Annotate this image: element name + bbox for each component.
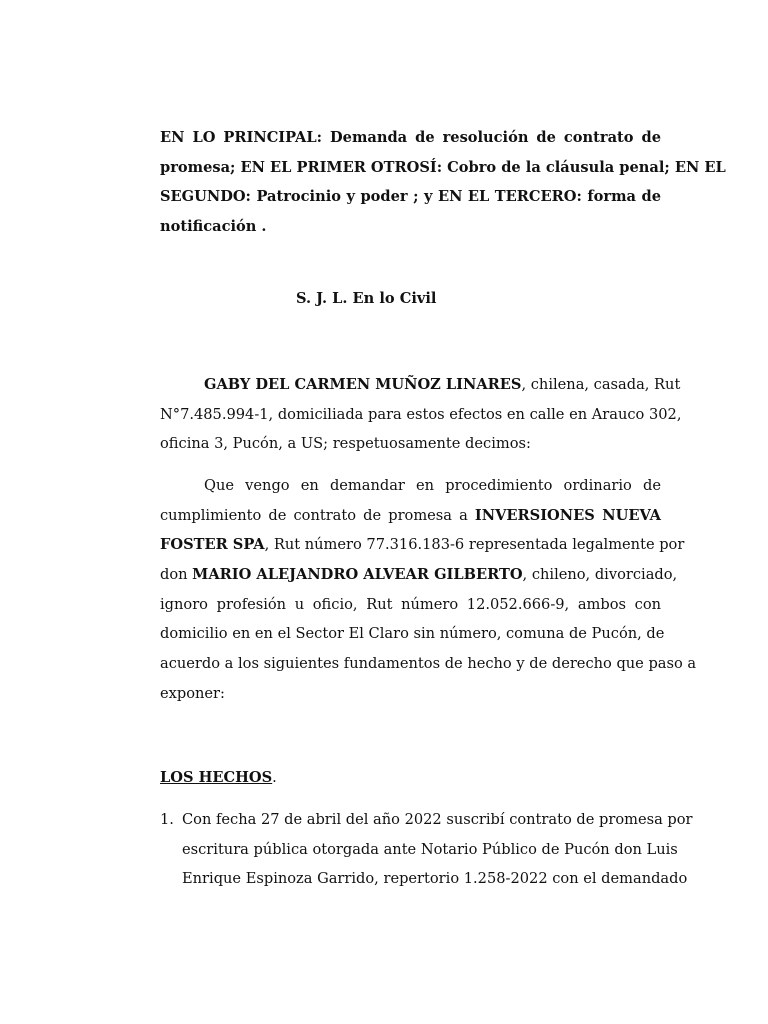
demand-text: don [160,566,193,584]
demand-line [160,501,661,531]
list-item-line: Enrique Espinoza Garrido, repertorio 1.258-2022 con el demandado [182,870,688,888]
demand-line: Que vengo en demandar en procedimiento ordinario de [204,477,661,494]
intro-line [160,370,681,400]
list-item [160,805,693,894]
demand-text: , chileno, divorciado, [522,566,678,584]
intro-paragraph [160,370,682,459]
principal-line: promesa; EN EL PRIMER OTROSÍ: Cobro de la cláusula penal; EN EL [160,158,726,176]
plaintiff-name: GABY DEL CARMEN MUÑOZ LINARES [204,376,522,393]
intro-line1-rest: , chilena, casada, Rut [521,376,681,393]
demand-paragraph [160,471,697,709]
demand-line: domicilio en en el Sector El Claro sin número, comuna de Pucón, de [160,625,665,643]
section-heading-text: LOS HECHOS [160,769,273,786]
intro-line: N°7.485.994-1, domiciliada para estos efectos en calle en Arauco 302, [160,405,682,423]
demand-text: cumplimiento de contrato de promesa a [160,506,475,524]
principal-line: SEGUNDO: Patrocinio y poder ; y EN EL TERCERO: forma de [160,188,661,206]
section-heading-punct: . [272,769,277,786]
list-item-number: 1. [160,811,174,828]
list-item-text [182,805,693,894]
demand-line: acuerdo a los siguientes fundamentos de hecho y de derecho que paso a [160,655,697,673]
demand-text: , Rut número 77.316.183-6 representada legalmente por [264,536,685,554]
section-heading-hechos [160,763,277,793]
principal-line: notificación . [160,218,267,236]
court-heading: S. J. L. En lo Civil [296,290,437,307]
demand-line [160,530,685,560]
intro-line: oficina 3, Pucón, a US; respetuosamente decimos: [160,435,531,453]
demand-line: exponer: [160,684,225,702]
principal-summary [160,123,726,242]
defendant-company: INVERSIONES NUEVA [474,506,661,524]
demand-line [160,560,678,590]
list-item-line: escritura pública otorgada ante Notario Público de Pucón don Luis [182,840,678,858]
representative-name: MARIO ALEJANDRO ALVEAR GILBERTO [192,566,523,584]
demand-line: ignoro profesión u oficio, Rut número 12.052.666-9, ambos con [160,595,661,613]
principal-line: EN LO PRINCIPAL: Demanda de resolución de contrato de [160,129,661,146]
defendant-company-suffix: FOSTER SPA [160,536,265,554]
list-item-line: Con fecha 27 de abril del año 2022 suscribí contrato de promesa por [182,811,693,828]
